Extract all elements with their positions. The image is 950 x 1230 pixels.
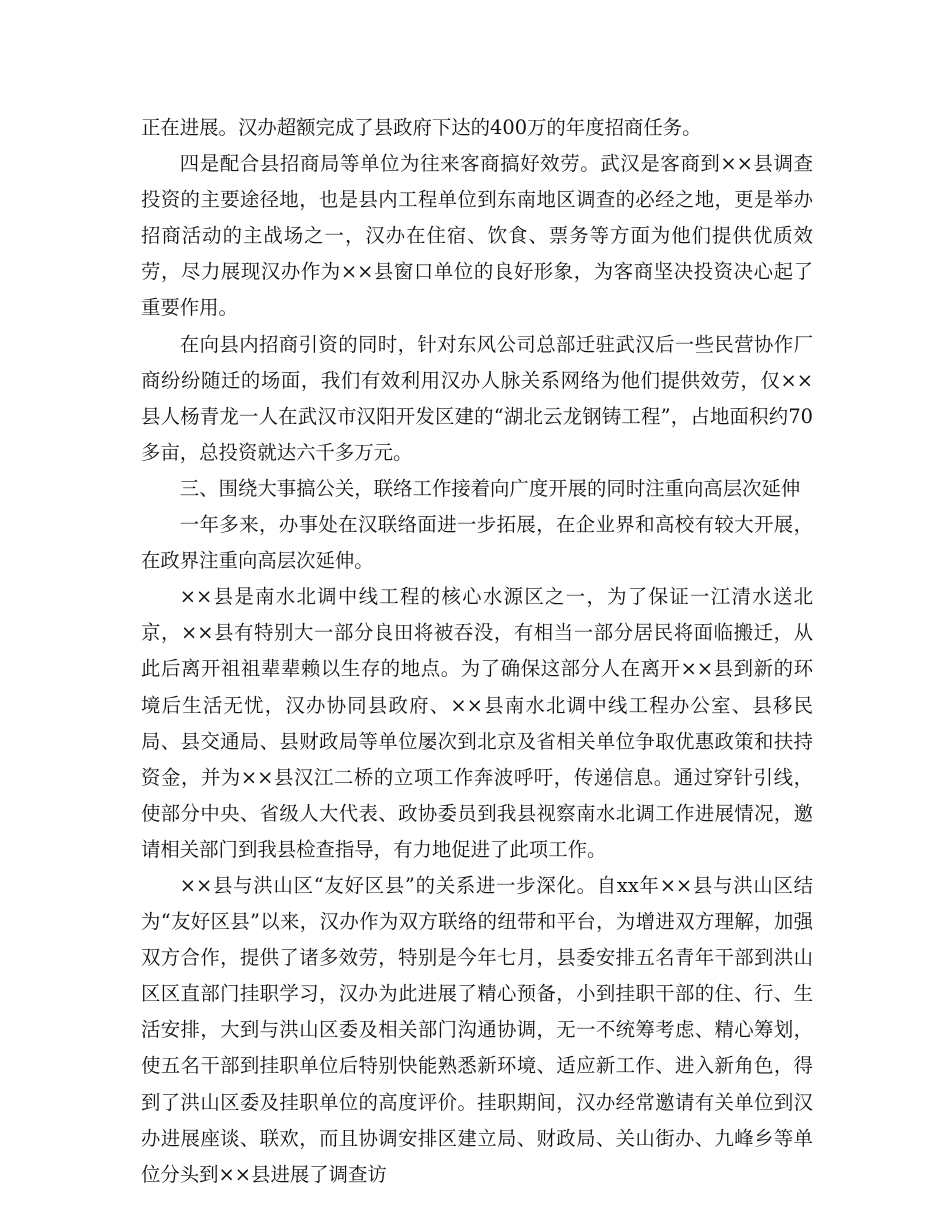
paragraph-fourth-point: 四是配合县招商局等单位为往来客商搞好效劳。武汉是客商到××县调查投资的主要途径地，也是县内工程单位到东南地区调查的必经之地，更是举办招商活动的主战场之一，汉办在住宿、饮食、票务等方面为他们提供优质效劳，尽力展现汉办作为××县窗口单位的良好形象，为客商坚决投资决心起了重要作用。 bbox=[141, 152, 813, 320]
paragraph-friendship: ××县与洪山区“友好区县”的关系进一步深化。自xx年××县与洪山区结为“友好区县”以来，汉办作为双方联络的纽带和平台，为增进双方理解，加强双方合作，提供了诸多效劳，特别是今年七月，县委安排五名青年干部到洪山区区直部门挂职学习，汉办为此进展了精心预备，小到挂职干部的住、行、生活安排，大到与洪山区委及相关部门沟通协调，无一不统筹考虑、精心筹划，使五名干部到挂职单位后特别快能熟悉新环境、适应新工作、进入新角色，得到了洪山区委及挂职单位的高度评价。挂职期间，汉办经常邀请有关单位到汉办进展座谈、联欢，而且协调安排区建立局、财政局、关山街办、九峰乡等单位分头到××县进展了调查访 bbox=[141, 873, 813, 1186]
paragraph-investment: 在向县内招商引资的同时，针对东风公司总部迁驻武汉后一些民营协作厂商纷纷随迁的场面，我们有效利用汉办人脉关系网络为他们提供效劳，仅××县人杨青龙一人在武汉市汉阳开发区建的“湖北云龙钢铸工程”，占地面积约70多亩，总投资就达六千多万元。 bbox=[141, 332, 813, 464]
section-heading-three: 三、围绕大事搞公关，联络工作接着向广度开展的同时注重向高层次延伸 bbox=[179, 476, 801, 500]
paragraph-liaison: 一年多来，办事处在汉联络面进一步拓展，在企业界和高校有较大开展，在政界注重向高层次延伸。 bbox=[141, 513, 813, 573]
paragraph-water-project: ××县是南水北调中线工程的核心水源区之一，为了保证一江清水送北京，××县有特别大一部分良田将被吞没，有相当一部分居民将面临搬迁，从此后离开祖祖辈辈赖以生存的地点。为了确保这部分人在离开××县到新的环境后生活无忧，汉办协同县政府、××县南水北调中线工程办公室、县移民局、县交通局、县财政局等单位屡次到北京及省相关单位争取优惠政策和扶持资金，并为××县汉江二桥的立项工作奔波呼吁，传递信息。通过穿针引线，使部分中央、省级人大代表、政协委员到我县视察南水北调工作进展情况，邀请相关部门到我县检查指导，有力地促进了此项工作。 bbox=[141, 585, 813, 861]
paragraph-continued: 正在进展。汉办超额完成了县政府下达的400万的年度招商任务。 bbox=[141, 116, 702, 139]
document-body bbox=[141, 110, 813, 1193]
